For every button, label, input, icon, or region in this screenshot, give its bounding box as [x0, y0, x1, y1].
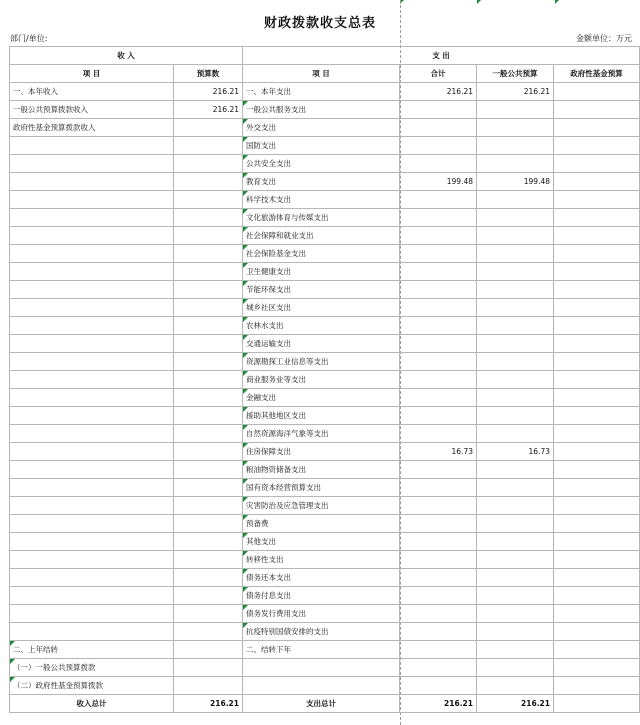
expense-item-cell[interactable]: 教育支出	[243, 173, 400, 191]
general-budget-cell[interactable]	[477, 569, 554, 587]
table-row	[10, 533, 640, 551]
income-item-cell[interactable]	[10, 443, 174, 461]
table-row	[10, 371, 640, 389]
header-item-left[interactable]: 项 目	[10, 65, 174, 83]
expense-item-cell[interactable]: 债务发行费用支出	[243, 605, 400, 623]
total-cell[interactable]	[400, 605, 477, 623]
budget-cell[interactable]	[174, 227, 243, 245]
expense-item-cell[interactable]: 抗疫特别国债安排的支出	[243, 623, 400, 641]
general-budget-cell[interactable]	[477, 479, 554, 497]
total-cell[interactable]	[400, 101, 477, 119]
gov-fund-cell[interactable]	[554, 101, 640, 119]
gov-fund-cell[interactable]	[554, 353, 640, 371]
general-budget-cell[interactable]	[477, 533, 554, 551]
gov-fund-cell[interactable]	[554, 659, 640, 677]
budget-cell[interactable]	[174, 353, 243, 371]
general-budget-cell[interactable]	[477, 335, 554, 353]
income-item-cell[interactable]	[10, 173, 174, 191]
budget-cell[interactable]	[174, 281, 243, 299]
budget-cell[interactable]	[174, 677, 243, 695]
general-budget-cell[interactable]	[477, 119, 554, 137]
expense-total-value[interactable]: 216.21	[400, 695, 477, 713]
table-row	[10, 191, 640, 209]
general-budget-cell[interactable]	[477, 551, 554, 569]
expense-item-cell[interactable]: 文化旅游体育与传媒支出	[243, 209, 400, 227]
total-cell[interactable]	[400, 389, 477, 407]
general-budget-cell[interactable]	[477, 425, 554, 443]
total-cell[interactable]	[400, 191, 477, 209]
total-cell[interactable]	[400, 263, 477, 281]
general-budget-cell[interactable]	[477, 623, 554, 641]
table-row	[10, 587, 640, 605]
income-item-cell[interactable]: 政府性基金预算拨款收入	[10, 119, 174, 137]
expense-item-cell[interactable]: 其他支出	[243, 533, 400, 551]
expense-item-cell[interactable]: 自然资源海洋气象等支出	[243, 425, 400, 443]
expense-item-cell[interactable]: 二、结转下年	[243, 641, 400, 659]
table-row	[10, 155, 640, 173]
expense-item-cell[interactable]: 社会保险基金支出	[243, 245, 400, 263]
general-budget-cell[interactable]: 199.48	[477, 173, 554, 191]
expense-item-cell[interactable]	[243, 659, 400, 677]
gov-fund-cell[interactable]	[554, 83, 640, 101]
expense-item-cell[interactable]: 城乡社区支出	[243, 299, 400, 317]
table-row	[10, 281, 640, 299]
budget-cell[interactable]	[174, 245, 243, 263]
table-row	[10, 623, 640, 641]
budget-cell[interactable]	[174, 263, 243, 281]
general-budget-cell[interactable]	[477, 137, 554, 155]
total-cell[interactable]: 199.48	[400, 173, 477, 191]
income-item-cell[interactable]	[10, 515, 174, 533]
budget-cell[interactable]	[174, 497, 243, 515]
general-budget-cell[interactable]	[477, 155, 554, 173]
dept-label: 部门/单位:	[10, 34, 48, 43]
income-item-cell[interactable]: 一般公共预算拨款收入	[10, 101, 174, 119]
budget-cell[interactable]	[174, 461, 243, 479]
income-item-cell[interactable]	[10, 155, 174, 173]
gov-fund-cell[interactable]	[554, 191, 640, 209]
gov-fund-cell[interactable]	[554, 227, 640, 245]
gov-fund-cell[interactable]	[554, 173, 640, 191]
budget-cell[interactable]	[174, 173, 243, 191]
expense-fund-total[interactable]	[554, 695, 640, 713]
gov-fund-cell[interactable]	[554, 515, 640, 533]
total-cell[interactable]	[400, 569, 477, 587]
income-item-cell[interactable]	[10, 623, 174, 641]
expense-item-cell[interactable]: 转移性支出	[243, 551, 400, 569]
gov-fund-cell[interactable]	[554, 299, 640, 317]
budget-cell[interactable]	[174, 299, 243, 317]
income-item-cell[interactable]	[10, 479, 174, 497]
income-total-label[interactable]: 收入总计	[10, 695, 174, 713]
budget-cell[interactable]	[174, 335, 243, 353]
budget-cell[interactable]	[174, 515, 243, 533]
total-cell[interactable]	[400, 551, 477, 569]
total-cell[interactable]	[400, 641, 477, 659]
income-item-cell[interactable]	[10, 317, 174, 335]
total-cell[interactable]	[400, 353, 477, 371]
page-title: 财政拨款收支总表	[263, 16, 376, 31]
table-row	[10, 407, 640, 425]
table-row	[10, 641, 640, 659]
general-budget-cell[interactable]	[477, 209, 554, 227]
income-item-cell[interactable]	[10, 299, 174, 317]
expense-item-cell[interactable]: 科学技术支出	[243, 191, 400, 209]
budget-cell[interactable]	[174, 389, 243, 407]
expense-item-cell[interactable]: 商业服务业等支出	[243, 371, 400, 389]
total-cell[interactable]	[400, 479, 477, 497]
gov-fund-cell[interactable]	[554, 533, 640, 551]
income-item-cell[interactable]	[10, 263, 174, 281]
budget-cell[interactable]	[174, 155, 243, 173]
general-budget-cell[interactable]	[477, 299, 554, 317]
total-cell[interactable]	[400, 209, 477, 227]
income-item-cell[interactable]	[10, 551, 174, 569]
general-budget-cell[interactable]	[477, 659, 554, 677]
income-item-cell[interactable]	[10, 371, 174, 389]
table-row	[10, 461, 640, 479]
table-row	[10, 479, 640, 497]
table-row	[10, 245, 640, 263]
income-item-cell[interactable]	[10, 227, 174, 245]
gov-fund-cell[interactable]	[554, 551, 640, 569]
budget-cell[interactable]	[174, 587, 243, 605]
gov-fund-cell[interactable]	[554, 641, 640, 659]
income-total-value[interactable]: 216.21	[174, 695, 243, 713]
table-row	[10, 353, 640, 371]
table-row	[10, 425, 640, 443]
income-item-cell[interactable]: （二）政府性基金预算拨款	[10, 677, 174, 695]
table-row	[10, 83, 640, 101]
budget-cell[interactable]	[174, 317, 243, 335]
gov-fund-cell[interactable]	[554, 281, 640, 299]
budget-cell[interactable]	[174, 443, 243, 461]
total-cell[interactable]: 16.73	[400, 443, 477, 461]
total-cell[interactable]	[400, 335, 477, 353]
budget-cell[interactable]	[174, 191, 243, 209]
header-item-right[interactable]: 项 目	[243, 65, 400, 83]
general-budget-cell[interactable]	[477, 641, 554, 659]
budget-cell[interactable]	[174, 425, 243, 443]
table-row	[10, 389, 640, 407]
total-cell[interactable]	[400, 515, 477, 533]
table-row	[10, 227, 640, 245]
total-cell[interactable]	[400, 461, 477, 479]
expense-item-cell[interactable]: 节能环保支出	[243, 281, 400, 299]
gov-fund-cell[interactable]	[554, 497, 640, 515]
income-item-cell[interactable]	[10, 137, 174, 155]
section-row	[10, 47, 640, 65]
budget-cell[interactable]	[174, 479, 243, 497]
gov-fund-cell[interactable]	[554, 407, 640, 425]
header-general[interactable]: 一般公共预算	[477, 65, 554, 83]
general-budget-cell[interactable]	[477, 101, 554, 119]
total-cell[interactable]	[400, 623, 477, 641]
table-row	[10, 569, 640, 587]
table-row	[10, 551, 640, 569]
budget-cell[interactable]	[174, 209, 243, 227]
gov-fund-cell[interactable]	[554, 263, 640, 281]
income-item-cell[interactable]	[10, 407, 174, 425]
general-budget-cell[interactable]	[477, 677, 554, 695]
total-cell[interactable]	[400, 281, 477, 299]
income-item-cell[interactable]	[10, 281, 174, 299]
budget-cell[interactable]	[174, 137, 243, 155]
expense-item-cell[interactable]: 交通运输支出	[243, 335, 400, 353]
budget-cell[interactable]: 216.21	[174, 101, 243, 119]
expense-item-cell[interactable]: 卫生健康支出	[243, 263, 400, 281]
expense-item-cell[interactable]: 国有资本经营预算支出	[243, 479, 400, 497]
budget-cell[interactable]	[174, 659, 243, 677]
general-budget-cell[interactable]	[477, 461, 554, 479]
general-budget-cell[interactable]	[477, 191, 554, 209]
table-row	[10, 101, 640, 119]
gov-fund-cell[interactable]	[554, 425, 640, 443]
expense-item-cell[interactable]: 粮油物资储备支出	[243, 461, 400, 479]
budget-cell[interactable]	[174, 533, 243, 551]
total-cell[interactable]	[400, 155, 477, 173]
expense-item-cell[interactable]: 公共安全支出	[243, 155, 400, 173]
table-row	[10, 497, 640, 515]
total-cell[interactable]	[400, 299, 477, 317]
income-item-cell[interactable]	[10, 389, 174, 407]
expense-general-total[interactable]: 216.21	[477, 695, 554, 713]
expense-item-cell[interactable]	[243, 677, 400, 695]
gov-fund-cell[interactable]	[554, 209, 640, 227]
header-total[interactable]: 合计	[400, 65, 477, 83]
gov-fund-cell[interactable]	[554, 443, 640, 461]
income-item-cell[interactable]	[10, 569, 174, 587]
gov-fund-cell[interactable]	[554, 371, 640, 389]
general-budget-cell[interactable]	[477, 515, 554, 533]
total-cell[interactable]	[400, 587, 477, 605]
total-cell[interactable]	[400, 317, 477, 335]
budget-cell[interactable]	[174, 371, 243, 389]
total-cell[interactable]	[400, 497, 477, 515]
expense-item-cell[interactable]: 债务还本支出	[243, 569, 400, 587]
expense-item-cell[interactable]: 一般公共服务支出	[243, 101, 400, 119]
income-item-cell[interactable]	[10, 191, 174, 209]
gov-fund-cell[interactable]	[554, 137, 640, 155]
gov-fund-cell[interactable]	[554, 479, 640, 497]
totals-row	[10, 695, 640, 713]
income-item-cell[interactable]: 一、本年收入	[10, 83, 174, 101]
gov-fund-cell[interactable]	[554, 587, 640, 605]
total-cell[interactable]	[400, 677, 477, 695]
header-gov-fund[interactable]: 政府性基金预算	[554, 65, 640, 83]
income-item-cell[interactable]	[10, 335, 174, 353]
budget-cell[interactable]	[174, 569, 243, 587]
income-item-cell[interactable]	[10, 497, 174, 515]
table-row	[10, 335, 640, 353]
income-item-cell[interactable]: （一）一般公共预算拨款	[10, 659, 174, 677]
income-item-cell[interactable]: 二、上年结转	[10, 641, 174, 659]
expense-item-cell[interactable]: 外交支出	[243, 119, 400, 137]
section-expense[interactable]: 支 出	[243, 47, 640, 65]
gov-fund-cell[interactable]	[554, 605, 640, 623]
budget-cell[interactable]	[174, 407, 243, 425]
total-cell[interactable]	[400, 533, 477, 551]
cell-comment-marker	[555, 0, 559, 4]
expense-item-cell[interactable]: 资源勘探工业信息等支出	[243, 353, 400, 371]
gov-fund-cell[interactable]	[554, 389, 640, 407]
header-budget[interactable]: 预算数	[174, 65, 243, 83]
income-item-cell[interactable]	[10, 425, 174, 443]
gov-fund-cell[interactable]	[554, 119, 640, 137]
gov-fund-cell[interactable]	[554, 677, 640, 695]
expense-item-cell[interactable]: 灾害防治及应急管理支出	[243, 497, 400, 515]
gov-fund-cell[interactable]	[554, 623, 640, 641]
table-row	[10, 443, 640, 461]
general-budget-cell[interactable]	[477, 407, 554, 425]
general-budget-cell[interactable]: 216.21	[477, 83, 554, 101]
budget-cell[interactable]	[174, 641, 243, 659]
expense-total-label[interactable]: 支出总计	[243, 695, 400, 713]
income-item-cell[interactable]	[10, 587, 174, 605]
general-budget-cell[interactable]	[477, 263, 554, 281]
budget-cell[interactable]: 216.21	[174, 83, 243, 101]
header-row	[10, 65, 640, 83]
budget-cell[interactable]	[174, 605, 243, 623]
cell-comment-marker	[477, 0, 481, 4]
table-row	[10, 677, 640, 695]
income-item-cell[interactable]	[10, 353, 174, 371]
total-cell[interactable]	[400, 371, 477, 389]
general-budget-cell[interactable]	[477, 353, 554, 371]
general-budget-cell[interactable]	[477, 389, 554, 407]
income-item-cell[interactable]	[10, 245, 174, 263]
budget-cell[interactable]	[174, 119, 243, 137]
general-budget-cell[interactable]	[477, 497, 554, 515]
general-budget-cell[interactable]	[477, 245, 554, 263]
total-cell[interactable]	[400, 137, 477, 155]
budget-cell[interactable]	[174, 623, 243, 641]
table-row	[10, 119, 640, 137]
total-cell[interactable]: 216.21	[400, 83, 477, 101]
expense-item-cell[interactable]: 一、本年支出	[243, 83, 400, 101]
section-income[interactable]: 收 入	[10, 47, 243, 65]
general-budget-cell[interactable]	[477, 317, 554, 335]
table-row	[10, 659, 640, 677]
expense-item-cell[interactable]: 预备费	[243, 515, 400, 533]
table-row	[10, 515, 640, 533]
table-row	[10, 263, 640, 281]
income-item-cell[interactable]	[10, 209, 174, 227]
general-budget-cell[interactable]	[477, 605, 554, 623]
income-item-cell[interactable]	[10, 461, 174, 479]
table-row	[10, 137, 640, 155]
total-cell[interactable]	[400, 245, 477, 263]
total-cell[interactable]	[400, 659, 477, 677]
expense-item-cell[interactable]: 国防支出	[243, 137, 400, 155]
total-cell[interactable]	[400, 119, 477, 137]
gov-fund-cell[interactable]	[554, 317, 640, 335]
gov-fund-cell[interactable]	[554, 569, 640, 587]
income-item-cell[interactable]	[10, 533, 174, 551]
general-budget-cell[interactable]: 16.73	[477, 443, 554, 461]
table-row	[10, 605, 640, 623]
table-row	[10, 317, 640, 335]
total-cell[interactable]	[400, 425, 477, 443]
gov-fund-cell[interactable]	[554, 335, 640, 353]
general-budget-cell[interactable]	[477, 227, 554, 245]
income-item-cell[interactable]	[10, 605, 174, 623]
table-row	[10, 209, 640, 227]
total-cell[interactable]	[400, 407, 477, 425]
general-budget-cell[interactable]	[477, 281, 554, 299]
total-cell[interactable]	[400, 227, 477, 245]
expense-item-cell[interactable]: 债务付息支出	[243, 587, 400, 605]
gov-fund-cell[interactable]	[554, 155, 640, 173]
general-budget-cell[interactable]	[477, 587, 554, 605]
expense-item-cell[interactable]: 金融支出	[243, 389, 400, 407]
budget-cell[interactable]	[174, 551, 243, 569]
table-row	[10, 173, 640, 191]
expense-item-cell[interactable]: 社会保障和就业支出	[243, 227, 400, 245]
table-row	[10, 299, 640, 317]
expense-item-cell[interactable]: 住房保障支出	[243, 443, 400, 461]
expense-item-cell[interactable]: 农林水支出	[243, 317, 400, 335]
budget-table	[9, 46, 640, 713]
general-budget-cell[interactable]	[477, 371, 554, 389]
gov-fund-cell[interactable]	[554, 245, 640, 263]
gov-fund-cell[interactable]	[554, 461, 640, 479]
unit-label: 金额单位：万元	[576, 34, 632, 43]
expense-item-cell[interactable]: 援助其他地区支出	[243, 407, 400, 425]
